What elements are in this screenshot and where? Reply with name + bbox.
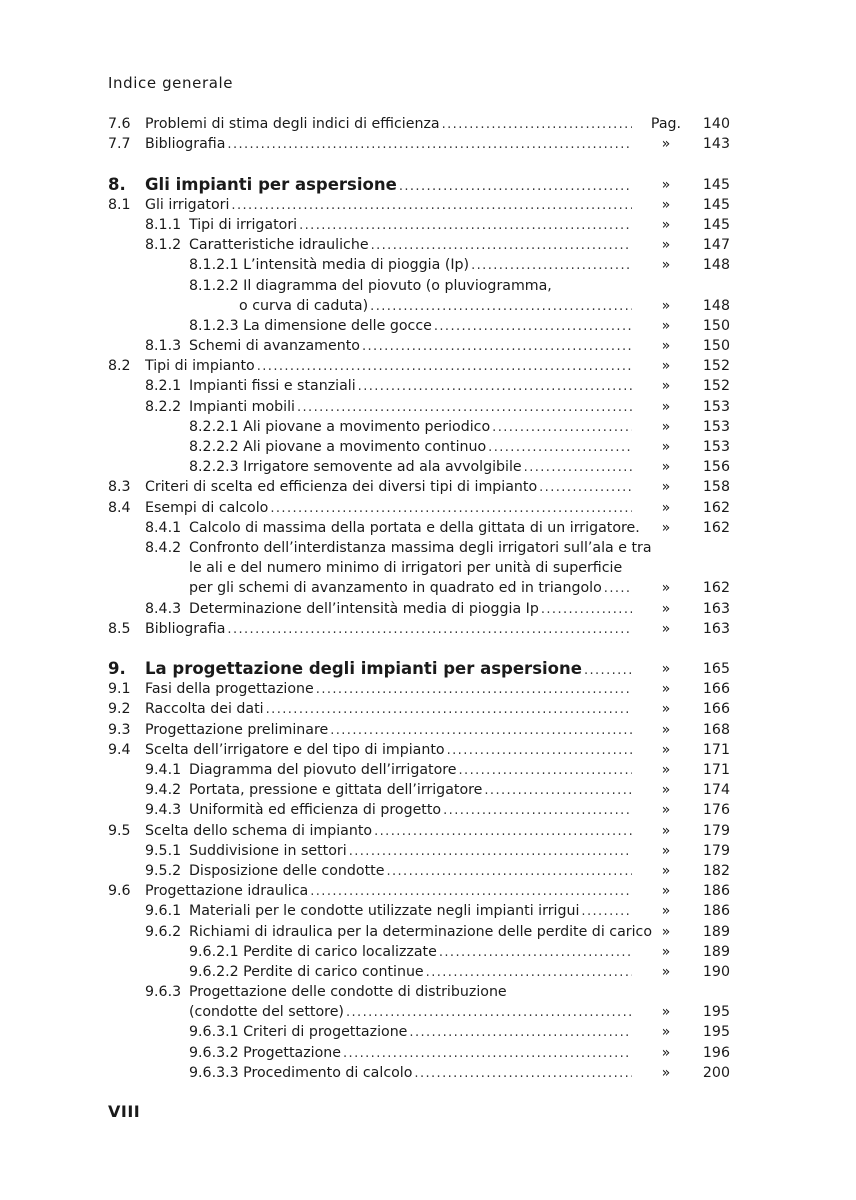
toc-entry-title: 9.6.2.2 Perdite di carico continue bbox=[189, 963, 424, 980]
toc-entry bbox=[108, 316, 730, 336]
page-prefix: » bbox=[661, 439, 671, 455]
toc-entry-title: Determinazione dell’intensità media di pioggia Ip bbox=[189, 600, 539, 617]
toc-entry-title: per gli schemi di avanzamento in quadrato ed in triangolo bbox=[189, 580, 602, 597]
toc-entry bbox=[108, 780, 730, 800]
toc-entry-number: 8.4 bbox=[108, 499, 131, 516]
toc-entry-number: 8.1 bbox=[108, 196, 131, 213]
page-prefix: » bbox=[661, 398, 671, 415]
toc-entry-page: 166 bbox=[702, 701, 730, 718]
dot-leader bbox=[362, 337, 632, 356]
page-prefix: » bbox=[661, 1064, 671, 1081]
toc-entry-title: Tipi di irrigatori bbox=[189, 216, 298, 233]
toc-entry-title: Portata, pressione e gittata dell’irrigatore bbox=[189, 782, 483, 799]
dot-leader bbox=[541, 600, 632, 619]
toc-entry-page: 145 bbox=[702, 176, 730, 193]
toc-entry-title: Suddivisione in settori bbox=[189, 842, 347, 859]
toc-entry-page: 145 bbox=[702, 216, 730, 233]
toc-entry-number: 8.3 bbox=[108, 479, 131, 496]
dot-leader bbox=[439, 943, 632, 962]
toc-entry bbox=[108, 356, 730, 376]
toc-entry-page: 148 bbox=[702, 297, 730, 314]
toc-entry-title: Bibliografia bbox=[145, 620, 226, 637]
toc-chapter-entry bbox=[108, 175, 730, 195]
page-prefix: » bbox=[661, 216, 671, 233]
toc-entry-page: 200 bbox=[702, 1064, 730, 1081]
toc-entry bbox=[108, 276, 730, 296]
page-prefix: » bbox=[661, 842, 671, 859]
toc-entry bbox=[108, 1002, 730, 1022]
toc-entry-title: Impianti mobili bbox=[189, 398, 295, 415]
toc-entry bbox=[108, 457, 730, 477]
toc-entry-number: 9.1 bbox=[108, 681, 131, 698]
toc-entry bbox=[108, 740, 730, 760]
toc-entry-page: 152 bbox=[702, 358, 730, 375]
toc-entry bbox=[108, 861, 730, 881]
page-prefix: » bbox=[661, 338, 671, 355]
page-prefix: » bbox=[661, 479, 671, 496]
toc-entry-number: 8. bbox=[108, 174, 126, 194]
toc-entry-title: Scelta dello schema di impianto bbox=[145, 822, 373, 839]
toc-entry bbox=[108, 841, 730, 861]
toc-entry-page: 153 bbox=[702, 418, 730, 435]
toc-entry bbox=[108, 336, 730, 356]
toc-entry bbox=[108, 518, 730, 538]
toc-entry-number: 7.7 bbox=[108, 136, 131, 153]
dot-leader bbox=[386, 862, 632, 881]
toc-entry bbox=[108, 558, 730, 578]
page-prefix: » bbox=[661, 943, 671, 960]
toc-entry bbox=[108, 397, 730, 417]
toc-entry-page: 195 bbox=[702, 1024, 730, 1041]
page-prefix: » bbox=[661, 176, 671, 193]
toc-entry bbox=[108, 962, 730, 982]
toc-entry-number: 9.2 bbox=[108, 701, 131, 718]
toc-entry-page: 165 bbox=[702, 661, 730, 678]
page-prefix: » bbox=[661, 620, 671, 637]
toc-entry-title: Progettazione preliminare bbox=[145, 721, 329, 738]
toc-entry-number: 9.5 bbox=[108, 822, 131, 839]
toc-entry-title: Gli irrigatori bbox=[145, 196, 230, 213]
dot-leader bbox=[257, 357, 632, 376]
toc-entry-title: Disposizione delle condotte bbox=[189, 862, 385, 879]
toc-entry-number: 9.5.1 bbox=[145, 842, 182, 859]
toc-entry bbox=[108, 679, 730, 699]
toc-entry bbox=[108, 720, 730, 740]
page-prefix: » bbox=[661, 1004, 671, 1021]
page-prefix: » bbox=[661, 1044, 671, 1061]
toc-entry-title: Caratteristiche idrauliche bbox=[189, 237, 369, 254]
toc-entry bbox=[108, 760, 730, 780]
toc-chapter-entry bbox=[108, 659, 730, 679]
toc-entry-title: Raccolta dei dati bbox=[145, 701, 264, 718]
toc-entry-number: 9.4.2 bbox=[145, 782, 182, 799]
toc-entry-number: 7.6 bbox=[108, 116, 131, 132]
toc-entry-number: 9.3 bbox=[108, 721, 131, 738]
toc-entry bbox=[108, 922, 730, 942]
toc-entry-number: 8.2.2 bbox=[145, 398, 182, 415]
toc-entry-page: 171 bbox=[702, 762, 730, 778]
table-of-contents bbox=[108, 114, 730, 1083]
toc-entry-title: Calcolo di massima della portata e della gittata di un irrigatore. bbox=[189, 519, 640, 536]
page-prefix: » bbox=[661, 257, 671, 274]
toc-entry-page: 140 bbox=[702, 116, 730, 132]
toc-entry-page: 186 bbox=[702, 883, 730, 900]
toc-entry-page: 174 bbox=[702, 782, 730, 799]
dot-leader bbox=[409, 1023, 632, 1042]
toc-entry-title: Bibliografia bbox=[145, 136, 226, 153]
dot-leader bbox=[584, 661, 632, 679]
page-prefix: » bbox=[661, 358, 671, 375]
page-prefix: » bbox=[661, 741, 671, 758]
dot-leader bbox=[488, 438, 632, 457]
toc-entry bbox=[108, 437, 730, 457]
dot-leader bbox=[370, 297, 632, 316]
dot-leader bbox=[266, 700, 632, 719]
toc-entry-page: 163 bbox=[702, 600, 730, 617]
toc-entry bbox=[108, 498, 730, 518]
dot-leader bbox=[471, 256, 632, 275]
toc-entry-number: 9.4.1 bbox=[145, 762, 182, 778]
dot-leader bbox=[349, 842, 632, 861]
toc-entry-page: 162 bbox=[702, 519, 730, 536]
page-prefix: » bbox=[661, 1024, 671, 1041]
page-prefix: » bbox=[661, 297, 671, 314]
dot-leader bbox=[330, 721, 632, 740]
toc-entry-title: 9.6.3.3 Procedimento di calcolo bbox=[189, 1064, 413, 1081]
toc-entry-page: 196 bbox=[702, 1044, 730, 1061]
toc-entry-title: Progettazione idraulica bbox=[145, 883, 309, 900]
page-prefix: » bbox=[661, 822, 671, 839]
page-prefix: » bbox=[661, 237, 671, 254]
toc-entry bbox=[108, 296, 730, 316]
toc-entry-title: Materiali per le condotte utilizzate negli impianti irrigui bbox=[189, 903, 580, 920]
dot-leader bbox=[374, 822, 632, 841]
toc-entry-title: Criteri di scelta ed efficienza dei diversi tipi di impianto bbox=[145, 479, 538, 496]
toc-entry-title: Richiami di idraulica per la determinazione delle perdite di carico bbox=[189, 923, 653, 940]
toc-entry-title: le ali e del numero minimo di irrigatori per unità di superficie bbox=[189, 560, 623, 577]
dot-leader bbox=[414, 1064, 632, 1083]
toc-entry bbox=[108, 477, 730, 497]
dot-leader bbox=[316, 680, 632, 699]
dot-leader bbox=[371, 236, 632, 255]
toc-entry-page: 147 bbox=[702, 237, 730, 254]
toc-entry-number: 8.4.3 bbox=[145, 600, 182, 617]
toc-entry bbox=[108, 982, 730, 1002]
toc-entry bbox=[108, 114, 730, 134]
running-header: Indice generale bbox=[108, 74, 234, 92]
toc-entry-number: 9.4.3 bbox=[145, 802, 182, 819]
dot-leader bbox=[399, 177, 632, 195]
page-prefix: » bbox=[661, 519, 671, 536]
toc-entry bbox=[108, 376, 730, 396]
toc-entry-number: 8.2.1 bbox=[145, 378, 182, 395]
toc-entry-page: 152 bbox=[702, 378, 730, 395]
page-prefix: » bbox=[661, 721, 671, 738]
dot-leader bbox=[492, 418, 632, 437]
toc-entry-page: 190 bbox=[702, 963, 730, 980]
dot-leader bbox=[346, 1003, 632, 1022]
page-prefix: » bbox=[661, 963, 671, 980]
toc-entry-page: 195 bbox=[702, 1004, 730, 1021]
toc-entry-page: 176 bbox=[702, 802, 730, 819]
toc-entry-number: 9.6 bbox=[108, 883, 131, 900]
toc-entry bbox=[108, 578, 730, 598]
toc-entry bbox=[108, 1063, 730, 1083]
dot-leader bbox=[297, 398, 632, 417]
toc-entry bbox=[108, 417, 730, 437]
toc-entry bbox=[108, 235, 730, 255]
toc-entry-page: 158 bbox=[702, 479, 730, 496]
dot-leader bbox=[447, 741, 632, 760]
toc-entry-page: 153 bbox=[702, 439, 730, 455]
toc-entry bbox=[108, 699, 730, 719]
toc-entry-number: 9. bbox=[108, 659, 126, 679]
page-prefix: » bbox=[661, 600, 671, 617]
toc-entry-page: 150 bbox=[702, 317, 730, 334]
toc-entry-title: Problemi di stima degli indici di efficienza bbox=[145, 116, 440, 132]
toc-entry-page: 153 bbox=[702, 398, 730, 415]
toc-entry-page: 171 bbox=[702, 741, 730, 758]
toc-entry-page: 156 bbox=[702, 459, 730, 476]
toc-entry-title: Confronto dell’interdistanza massima degli irrigatori sull’ala e tra bbox=[189, 539, 652, 556]
dot-leader bbox=[459, 761, 632, 780]
toc-entry-page: 189 bbox=[702, 943, 730, 960]
toc-entry-title: Gli impianti per aspersione bbox=[145, 174, 397, 194]
dot-leader bbox=[434, 317, 632, 336]
dot-leader bbox=[539, 478, 632, 497]
dot-leader bbox=[310, 882, 632, 901]
dot-leader bbox=[299, 216, 632, 235]
toc-entry bbox=[108, 1043, 730, 1063]
toc-entry-title: 9.6.2.1 Perdite di carico localizzate bbox=[189, 943, 437, 960]
toc-entry-number: 9.4 bbox=[108, 741, 131, 758]
toc-entry bbox=[108, 619, 730, 639]
toc-entry bbox=[108, 134, 730, 154]
toc-entry-page: 162 bbox=[702, 580, 730, 597]
toc-entry-page: 179 bbox=[702, 822, 730, 839]
toc-entry-page: 179 bbox=[702, 842, 730, 859]
toc-entry bbox=[108, 538, 730, 558]
toc-entry-title: Uniformità ed efficienza di progetto bbox=[189, 802, 442, 819]
toc-entry-title: 8.2.2.2 Ali piovane a movimento continuo bbox=[189, 439, 487, 455]
page-prefix: » bbox=[661, 762, 671, 778]
page-prefix: » bbox=[661, 378, 671, 395]
toc-entry-title: 8.1.2.2 Il diagramma del piovuto (o pluviogramma, bbox=[189, 277, 552, 294]
toc-entry-page: 150 bbox=[702, 338, 730, 355]
page-prefix: » bbox=[661, 499, 671, 516]
toc-entry-page: 145 bbox=[702, 196, 730, 213]
toc-entry-title: 9.6.3.2 Progettazione bbox=[189, 1044, 341, 1061]
dot-leader bbox=[443, 801, 632, 820]
toc-entry-title: Progettazione delle condotte di distribuzione bbox=[189, 984, 507, 1001]
toc-entry bbox=[108, 215, 730, 235]
toc-entry-title: 8.1.2.1 L’intensità media di pioggia (Ip) bbox=[189, 257, 470, 274]
toc-entry bbox=[108, 942, 730, 962]
toc-entry bbox=[108, 901, 730, 921]
toc-entry-number: 9.5.2 bbox=[145, 862, 182, 879]
toc-entry-title: Tipi di impianto bbox=[145, 358, 255, 375]
toc-entry-title: Esempi di calcolo bbox=[145, 499, 269, 516]
toc-entry-title: 8.2.2.1 Ali piovane a movimento periodico bbox=[189, 418, 491, 435]
toc-entry-title: Schemi di avanzamento bbox=[189, 338, 360, 355]
toc-entry-page: 162 bbox=[702, 499, 730, 516]
page-number: VIII bbox=[108, 1102, 141, 1121]
toc-entry-number: 8.2 bbox=[108, 358, 131, 375]
page-prefix: » bbox=[661, 459, 671, 476]
dot-leader bbox=[270, 499, 632, 518]
toc-entry-title: o curva di caduta) bbox=[239, 297, 369, 314]
toc-entry bbox=[108, 599, 730, 619]
toc-entry-number: 8.1.3 bbox=[145, 338, 182, 355]
toc-entry bbox=[108, 800, 730, 820]
dot-leader bbox=[442, 115, 632, 134]
toc-entry bbox=[108, 195, 730, 215]
page-prefix: » bbox=[661, 802, 671, 819]
toc-entry bbox=[108, 821, 730, 841]
toc-entry-page: 166 bbox=[702, 681, 730, 698]
dot-leader bbox=[227, 135, 632, 154]
toc-entry-title: Fasi della progettazione bbox=[145, 681, 314, 698]
dot-leader bbox=[358, 377, 632, 396]
toc-entry-page: 163 bbox=[702, 620, 730, 637]
toc-entry-number: 9.6.1 bbox=[145, 903, 182, 920]
dot-leader bbox=[227, 620, 632, 639]
dot-leader bbox=[484, 781, 632, 800]
dot-leader bbox=[343, 1044, 632, 1063]
toc-entry-title: Diagramma del piovuto dell’irrigatore bbox=[189, 762, 457, 778]
toc-entry-number: 9.6.3 bbox=[145, 984, 182, 1001]
toc-entry-page: 186 bbox=[702, 903, 730, 920]
dot-leader bbox=[524, 458, 632, 477]
toc-entry-title: (condotte del settore) bbox=[189, 1004, 344, 1021]
toc-entry-title: La progettazione degli impianti per aspersione bbox=[145, 659, 582, 679]
page-prefix: » bbox=[661, 782, 671, 799]
toc-entry-number: 8.4.1 bbox=[145, 519, 182, 536]
page-prefix: » bbox=[661, 136, 671, 153]
page-prefix: » bbox=[661, 661, 671, 678]
toc-entry-number: 8.5 bbox=[108, 620, 131, 637]
page-prefix: » bbox=[661, 196, 671, 213]
page-prefix: » bbox=[661, 317, 671, 334]
toc-entry bbox=[108, 255, 730, 275]
toc-entry bbox=[108, 881, 730, 901]
toc-entry-page: 189 bbox=[702, 923, 730, 940]
page-prefix: » bbox=[661, 580, 671, 597]
page-prefix: » bbox=[661, 418, 671, 435]
page-prefix: » bbox=[661, 681, 671, 698]
page-prefix: » bbox=[661, 903, 671, 920]
toc-entry-number: 8.4.2 bbox=[145, 539, 182, 556]
toc-entry-page: 148 bbox=[702, 257, 730, 274]
toc-entry-title: 8.2.2.3 Irrigatore semovente ad ala avvolgibile bbox=[189, 459, 522, 476]
toc-entry-number: 9.6.2 bbox=[145, 923, 182, 940]
toc-entry-page: 143 bbox=[702, 136, 730, 153]
toc-entry bbox=[108, 1022, 730, 1042]
toc-entry-page: 168 bbox=[702, 721, 730, 738]
dot-leader bbox=[604, 579, 632, 598]
dot-leader bbox=[581, 902, 632, 921]
toc-entry-title: Scelta dell’irrigatore e del tipo di impianto bbox=[145, 741, 445, 758]
page-prefix: » bbox=[661, 883, 671, 900]
toc-entry-title: Impianti fissi e stanziali bbox=[189, 378, 356, 395]
page-prefix: Pag. bbox=[650, 116, 682, 132]
dot-leader bbox=[231, 196, 632, 215]
page-prefix: » bbox=[661, 701, 671, 718]
toc-entry-page: 182 bbox=[702, 862, 730, 879]
toc-entry-number: 8.1.1 bbox=[145, 216, 182, 233]
toc-entry-title: 9.6.3.1 Criteri di progettazione bbox=[189, 1024, 408, 1041]
dot-leader bbox=[426, 963, 632, 982]
page-prefix: » bbox=[661, 862, 671, 879]
toc-entry-title: 8.1.2.3 La dimensione delle gocce bbox=[189, 317, 432, 334]
page-prefix: » bbox=[661, 923, 671, 940]
toc-entry-number: 8.1.2 bbox=[145, 237, 182, 254]
